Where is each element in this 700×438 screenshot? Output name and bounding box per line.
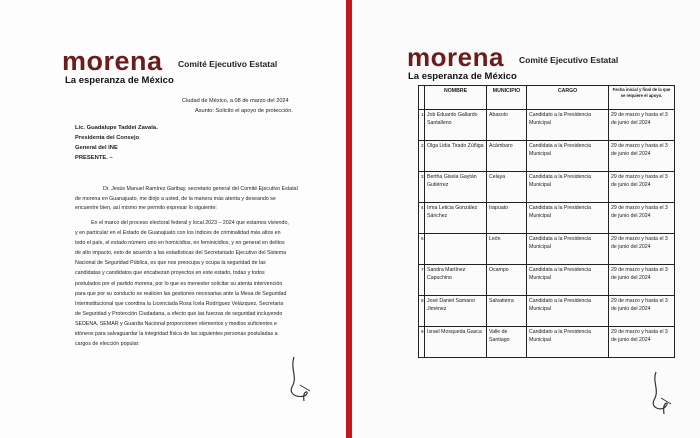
- committee-name: Comité Ejecutivo Estatal: [519, 55, 619, 65]
- committee-name: Comité Ejecutivo Estatal: [178, 59, 278, 69]
- request-line: postulados por el partido morena, por lo que es menester solicitar su atenta intervención: [75, 280, 283, 287]
- row-number: 3: [419, 172, 425, 203]
- cell-municipio: Abasolo: [487, 110, 527, 141]
- intro-line: encuentre bien, así mismo me permito expresar lo siguiente:: [75, 205, 217, 212]
- request-line: En el marco del proceso electoral federal y local 2023 – 2024 que estamos viviendo,: [91, 220, 289, 226]
- request-line: y en particular en el Estado de Guanajuato con los índices de criminalidad más altos en: [75, 230, 281, 237]
- request-paragraph: [75, 218, 325, 349]
- cell-fecha: 29 de marzo y hasta el 3 de junio del 2024: [609, 172, 675, 203]
- salutation: PRESENTE. –: [75, 155, 113, 161]
- logo-tagline: La esperanza de México: [65, 75, 174, 86]
- logo-tagline: La esperanza de México: [408, 71, 517, 82]
- cell-cargo: Candidato a la Presidencia Municipal: [527, 296, 609, 327]
- subject-line: Asunto: Solicito el apoyo de protección.: [195, 108, 293, 114]
- cell-cargo: Candidata a la Presidencia Municipal: [527, 141, 609, 172]
- row-number: 2: [419, 141, 425, 172]
- cell-fecha: 29 de marzo y hasta el 3 de junio del 2024: [609, 141, 675, 172]
- cell-municipio: Ocampo: [487, 265, 527, 296]
- cell-municipio: Irapuato: [487, 203, 527, 234]
- cell-cargo: Candidata a la Presidencia Municipal: [527, 203, 609, 234]
- cell-nombre: Irma Leticia González Sánchez: [425, 203, 487, 234]
- header-fecha: Fecha inicial y final de la que se requiere el apoyo.: [609, 86, 675, 110]
- cell-fecha: 29 de marzo y hasta el 3 de junio del 2024: [609, 203, 675, 234]
- header-nombre: NOMBRE: [425, 86, 487, 110]
- cell-municipio: Valle de Santiago: [487, 327, 527, 358]
- table-row: [419, 296, 675, 327]
- request-line: Interinstitucional que coordina la Licenciada Rosa Icela Rodríguez Velázquez, Secretaria: [75, 300, 284, 307]
- logo-wordmark: morena: [407, 42, 504, 72]
- cell-fecha: 29 de marzo y hasta el 3 de junio del 2024: [609, 234, 675, 265]
- recipient-name: Lic. Guadalupe Taddei Zavala.: [75, 125, 158, 131]
- intro-line: Dr. Jesús Manuel Ramírez Garibay, secretario general del Comité Ejecutivo Estatal: [103, 186, 298, 192]
- row-number: 7: [419, 265, 425, 296]
- header-cargo: CARGO: [527, 86, 609, 110]
- intro-line: de morena en Guanajuato, me dirijo a usted, de la manera más atenta y deseando se: [75, 195, 276, 202]
- intro-paragraph: [75, 185, 325, 214]
- row-number: 4: [419, 203, 425, 234]
- table-row: [419, 265, 675, 296]
- cell-nombre: Job Eduardo Gallardo Santalleno: [425, 110, 487, 141]
- table-row: [419, 234, 675, 265]
- header-municipio: MUNICIPIO: [487, 86, 527, 110]
- table-row: [419, 172, 675, 203]
- letter-page: [0, 0, 346, 438]
- candidates-table: [418, 85, 675, 358]
- cell-nombre: José Daniel Samano Jiménez: [425, 296, 487, 327]
- cell-cargo: Candidata a la Presidencia Municipal: [527, 234, 609, 265]
- annex-page: [352, 0, 700, 438]
- cell-fecha: 29 de marzo y hasta el 3 de junio del 2024: [609, 327, 675, 358]
- request-line: idóneos para salvaguardar la integridad física de las siguientes personas postuladas a: [75, 331, 278, 338]
- row-number: 1: [419, 110, 425, 141]
- row-number: 6: [419, 234, 425, 265]
- request-line: de alto impacto, esto de acuerdo a las estadísticas del Secretariado Ejecutivo del Sistema: [75, 250, 287, 257]
- request-line: todo el país, el estado número uno en homicidios, en feminicidios, y en general en delitos: [75, 240, 285, 247]
- cell-fecha: 29 de marzo y hasta el 3 de junio del 2024: [609, 110, 675, 141]
- signature-mark: [644, 370, 678, 418]
- table-row: [419, 110, 675, 141]
- table-row: [419, 203, 675, 234]
- date-line: Ciudad de México, a 08 de marzo del 2024: [182, 98, 289, 104]
- request-line: candidatas y candidatos que encabezan proyectos en este estado, todas y todos: [75, 270, 265, 277]
- cell-nombre: Bertha Gisela Gaytán Gutiérrez: [425, 172, 487, 203]
- cell-cargo: Candidato a la Presidencia Municipal: [527, 110, 609, 141]
- cell-municipio: Salvatierra: [487, 296, 527, 327]
- signature-mark: [280, 355, 320, 405]
- logo-wordmark: morena: [62, 46, 163, 76]
- cell-municipio: Acámbaro: [487, 141, 527, 172]
- cell-nombre: Olga Lidia Tirado Zúñiga: [425, 141, 487, 172]
- cell-nombre: [425, 234, 487, 265]
- request-line: para que por su conducto se realicen las gestiones necesarias ante la Mesa de Seguridad: [75, 290, 287, 297]
- request-line: de Seguridad y Protección Ciudadana, a efecto que las fuerzas de seguridad incluyendo: [75, 310, 283, 317]
- table-row: [419, 327, 675, 358]
- cell-fecha: 29 de marzo y hasta el 3 de junio del 2024: [609, 265, 675, 296]
- cell-cargo: Candidata a la Presidencia Municipal: [527, 265, 609, 296]
- request-line: SEDENA, SEMAR y Guardia Nacional proporcionen elementos y medios suficientes e: [75, 320, 277, 327]
- recipient-role-1: Presidenta del Consejo: [75, 135, 140, 141]
- cell-fecha: 29 de marzo y hasta el 3 de junio del 2024: [609, 296, 675, 327]
- cell-municipio: León: [487, 234, 527, 265]
- request-line: Nacional de Seguridad Pública, es que nos preocupa y ocupa la seguridad de las: [75, 260, 266, 267]
- recipient-role-2: General del INE: [75, 145, 118, 151]
- request-line: cargos de elección popular:: [75, 341, 140, 348]
- table-row: [419, 141, 675, 172]
- cell-cargo: Candidato a la Presidencia Municipal: [527, 327, 609, 358]
- cell-cargo: Candidata a la Presidencia Municipal: [527, 172, 609, 203]
- cell-nombre: Sandra Martínez Capuchino: [425, 265, 487, 296]
- cell-municipio: Celaya: [487, 172, 527, 203]
- table-header-row: [419, 86, 675, 110]
- row-number: 8: [419, 296, 425, 327]
- cell-nombre: Israel Mosqueda Gasca: [425, 327, 487, 358]
- row-number: 9: [419, 327, 425, 358]
